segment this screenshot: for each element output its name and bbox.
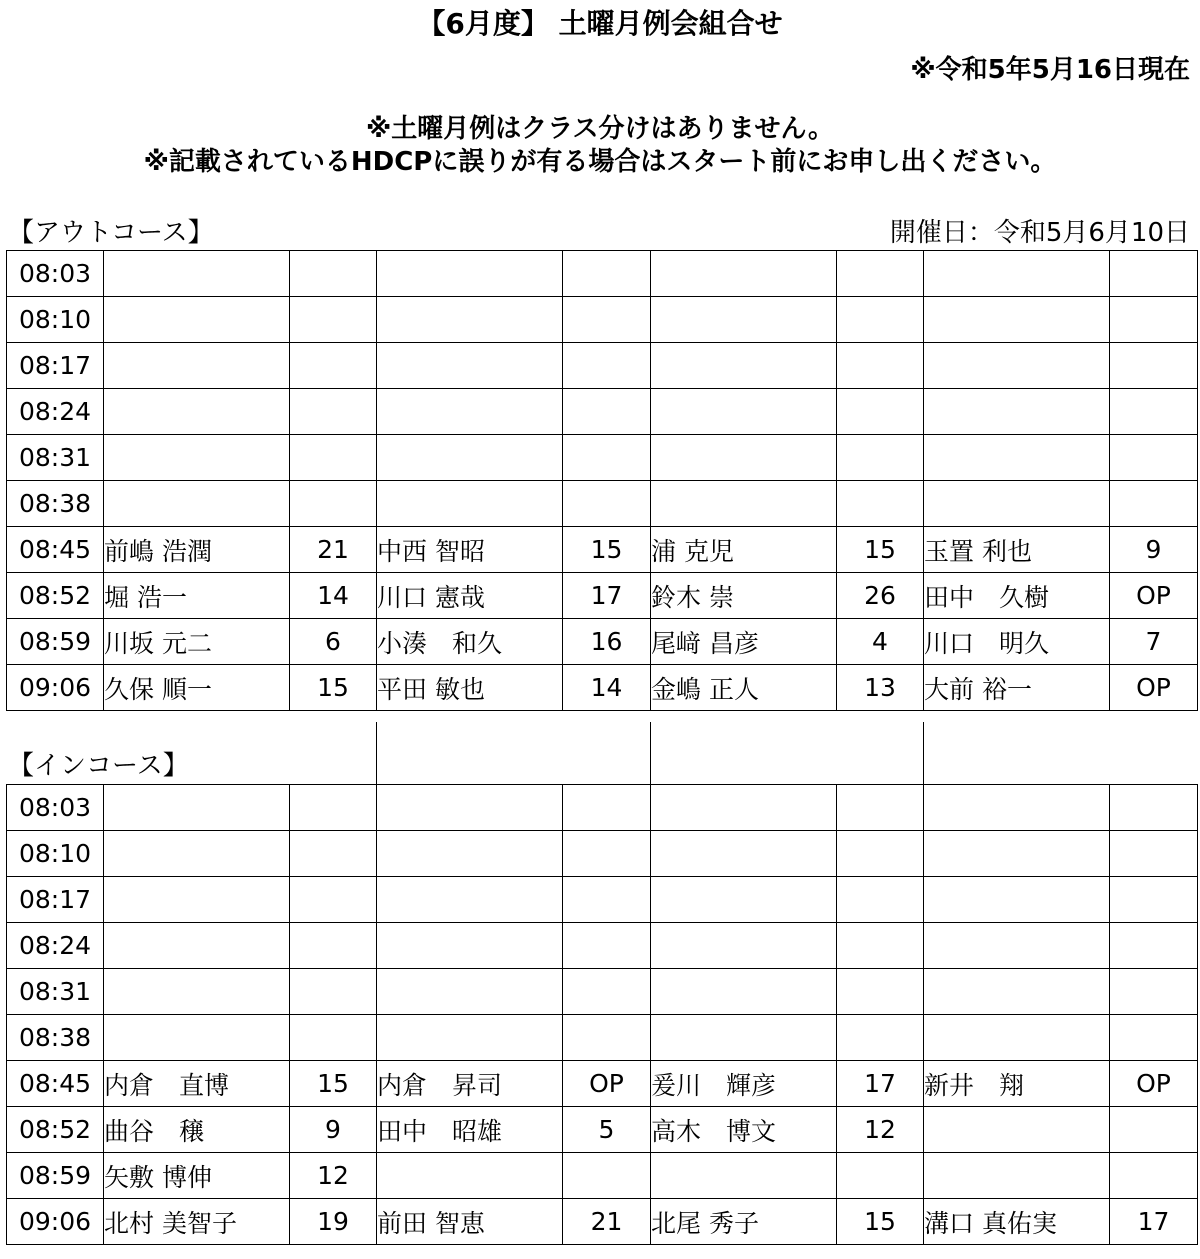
player-hdcp <box>1110 481 1198 527</box>
table-row <box>7 619 1198 665</box>
table-row <box>7 435 1198 481</box>
player-hdcp <box>290 831 377 877</box>
table-row <box>7 1153 1198 1199</box>
player-name <box>651 297 837 343</box>
player-name <box>651 481 837 527</box>
player-name <box>377 297 563 343</box>
player-name: 浦 克児 <box>651 527 837 573</box>
player-name: 中西 智昭 <box>377 527 563 573</box>
player-name <box>924 481 1110 527</box>
in-course-label: 【インコース】 <box>8 751 189 781</box>
player-name: 川坂 元二 <box>104 619 290 665</box>
player-name <box>924 435 1110 481</box>
player-hdcp <box>563 389 651 435</box>
player-hdcp <box>563 251 651 297</box>
player-hdcp <box>290 297 377 343</box>
tee-time: 08:52 <box>7 573 104 619</box>
player-hdcp <box>837 877 924 923</box>
table-row <box>7 665 1198 711</box>
player-name: 曲谷 穣 <box>104 1107 290 1153</box>
player-hdcp: 17 <box>563 573 651 619</box>
player-hdcp: 7 <box>1110 619 1198 665</box>
player-hdcp: 15 <box>563 527 651 573</box>
player-hdcp: 15 <box>290 665 377 711</box>
player-hdcp <box>563 877 651 923</box>
player-hdcp <box>837 389 924 435</box>
player-name <box>377 435 563 481</box>
player-hdcp <box>837 969 924 1015</box>
player-name <box>104 877 290 923</box>
player-hdcp <box>563 343 651 389</box>
table-row <box>7 389 1198 435</box>
player-hdcp: 15 <box>837 1199 924 1245</box>
player-name <box>924 923 1110 969</box>
player-hdcp: OP <box>1110 573 1198 619</box>
player-name <box>104 923 290 969</box>
event-date: 開催日：令和5月6月10日 <box>889 218 1190 248</box>
player-name: 前嶋 浩潤 <box>104 527 290 573</box>
tee-time: 08:52 <box>7 1107 104 1153</box>
player-name: 矢敷 博伸 <box>104 1153 290 1199</box>
player-name <box>651 877 837 923</box>
page-title: 【6月度】 土曜月例会組合せ <box>417 7 783 40</box>
player-hdcp: 17 <box>1110 1199 1198 1245</box>
player-hdcp <box>1110 831 1198 877</box>
player-name <box>651 343 837 389</box>
player-name: 新井 翔 <box>924 1061 1110 1107</box>
player-hdcp <box>290 1015 377 1061</box>
player-hdcp <box>837 785 924 831</box>
player-name: 爰川 輝彦 <box>651 1061 837 1107</box>
tee-time: 08:45 <box>7 527 104 573</box>
table-row <box>7 785 1198 831</box>
player-name: 溝口 真佑実 <box>924 1199 1110 1245</box>
player-name: 内倉 昇司 <box>377 1061 563 1107</box>
player-name <box>924 251 1110 297</box>
player-name: 尾﨑 昌彦 <box>651 619 837 665</box>
player-hdcp: 9 <box>290 1107 377 1153</box>
player-name: 北尾 秀子 <box>651 1199 837 1245</box>
player-name <box>651 831 837 877</box>
table-row <box>7 1107 1198 1153</box>
player-hdcp <box>290 435 377 481</box>
player-name <box>104 831 290 877</box>
player-hdcp: 4 <box>837 619 924 665</box>
player-name <box>924 1015 1110 1061</box>
player-hdcp: 12 <box>290 1153 377 1199</box>
table-row <box>7 481 1198 527</box>
player-hdcp <box>563 923 651 969</box>
player-name <box>924 389 1110 435</box>
player-hdcp <box>563 831 651 877</box>
player-name: 平田 敏也 <box>377 665 563 711</box>
player-hdcp: 12 <box>837 1107 924 1153</box>
tee-time: 08:31 <box>7 969 104 1015</box>
table-row <box>7 1199 1198 1245</box>
player-name <box>104 389 290 435</box>
tee-time: 08:03 <box>7 785 104 831</box>
player-hdcp: OP <box>563 1061 651 1107</box>
player-name <box>924 877 1110 923</box>
player-hdcp <box>290 969 377 1015</box>
player-name: 川口 憲哉 <box>377 573 563 619</box>
player-name <box>377 251 563 297</box>
player-hdcp: 14 <box>290 573 377 619</box>
player-name: 田中 昭雄 <box>377 1107 563 1153</box>
player-name <box>924 1107 1110 1153</box>
player-name <box>377 831 563 877</box>
table-row <box>7 343 1198 389</box>
player-name: 大前 裕一 <box>924 665 1110 711</box>
player-hdcp <box>563 1153 651 1199</box>
player-hdcp <box>290 389 377 435</box>
table-row <box>7 297 1198 343</box>
player-hdcp <box>290 923 377 969</box>
player-hdcp: OP <box>1110 1061 1198 1107</box>
player-hdcp: 19 <box>290 1199 377 1245</box>
tee-time: 08:24 <box>7 923 104 969</box>
player-hdcp <box>290 481 377 527</box>
player-hdcp: OP <box>1110 665 1198 711</box>
player-name <box>924 969 1110 1015</box>
player-name <box>651 1153 837 1199</box>
player-hdcp <box>563 969 651 1015</box>
notice-no-class: ※土曜月例はクラス分けはありません。 <box>365 114 835 144</box>
player-name: 川口 明久 <box>924 619 1110 665</box>
player-hdcp <box>290 785 377 831</box>
player-name <box>924 1153 1110 1199</box>
player-hdcp <box>1110 1107 1198 1153</box>
tee-time: 09:06 <box>7 665 104 711</box>
player-name <box>651 923 837 969</box>
player-name <box>651 1015 837 1061</box>
player-name <box>104 435 290 481</box>
player-name <box>377 785 563 831</box>
in-course-table <box>6 784 1198 1245</box>
out-course-table <box>6 250 1198 711</box>
notice-hdcp: ※記載されているHDCPに誤りが有る場合はスタート前にお申し出ください。 <box>143 147 1057 177</box>
player-name <box>377 969 563 1015</box>
player-hdcp <box>1110 1015 1198 1061</box>
tee-time: 08:17 <box>7 877 104 923</box>
player-name: 田中 久樹 <box>924 573 1110 619</box>
tee-time: 08:03 <box>7 251 104 297</box>
player-hdcp <box>1110 969 1198 1015</box>
player-hdcp: 14 <box>563 665 651 711</box>
player-hdcp: 21 <box>290 527 377 573</box>
player-name <box>377 343 563 389</box>
player-name <box>104 785 290 831</box>
player-name <box>377 481 563 527</box>
player-hdcp <box>1110 389 1198 435</box>
player-hdcp <box>1110 785 1198 831</box>
player-name: 久保 順一 <box>104 665 290 711</box>
player-name: 玉置 利也 <box>924 527 1110 573</box>
player-hdcp <box>1110 297 1198 343</box>
player-hdcp <box>837 1153 924 1199</box>
player-name <box>651 251 837 297</box>
player-name <box>377 1015 563 1061</box>
player-name <box>104 343 290 389</box>
player-hdcp <box>837 831 924 877</box>
player-hdcp: 9 <box>1110 527 1198 573</box>
tee-time: 09:06 <box>7 1199 104 1245</box>
player-name <box>377 877 563 923</box>
player-name <box>924 785 1110 831</box>
player-hdcp <box>837 923 924 969</box>
player-hdcp <box>563 297 651 343</box>
player-hdcp <box>563 785 651 831</box>
player-name <box>651 389 837 435</box>
player-hdcp <box>1110 251 1198 297</box>
player-hdcp: 26 <box>837 573 924 619</box>
player-hdcp: 6 <box>290 619 377 665</box>
player-name: 前田 智恵 <box>377 1199 563 1245</box>
player-name: 小湊 和久 <box>377 619 563 665</box>
player-name <box>104 251 290 297</box>
table-row <box>7 1061 1198 1107</box>
player-hdcp <box>1110 343 1198 389</box>
table-row <box>7 877 1198 923</box>
player-hdcp <box>563 481 651 527</box>
as-of-date: ※令和5年5月16日現在 <box>910 55 1190 85</box>
player-name <box>651 435 837 481</box>
tee-time: 08:59 <box>7 1153 104 1199</box>
player-hdcp <box>837 1015 924 1061</box>
player-hdcp <box>837 297 924 343</box>
player-name <box>104 297 290 343</box>
player-hdcp <box>1110 435 1198 481</box>
tee-time: 08:45 <box>7 1061 104 1107</box>
player-name <box>924 297 1110 343</box>
player-hdcp: 16 <box>563 619 651 665</box>
player-hdcp <box>837 251 924 297</box>
tee-time: 08:38 <box>7 1015 104 1061</box>
tee-time: 08:59 <box>7 619 104 665</box>
player-hdcp <box>837 481 924 527</box>
player-name <box>651 785 837 831</box>
player-hdcp <box>837 435 924 481</box>
player-hdcp <box>563 435 651 481</box>
player-hdcp <box>1110 877 1198 923</box>
player-name <box>377 1153 563 1199</box>
player-name <box>924 831 1110 877</box>
player-hdcp <box>1110 1153 1198 1199</box>
tee-time: 08:10 <box>7 297 104 343</box>
player-hdcp: 17 <box>837 1061 924 1107</box>
player-name <box>104 481 290 527</box>
player-name <box>651 969 837 1015</box>
player-hdcp: 5 <box>563 1107 651 1153</box>
table-row <box>7 527 1198 573</box>
tee-time: 08:24 <box>7 389 104 435</box>
player-hdcp: 15 <box>290 1061 377 1107</box>
player-name: 北村 美智子 <box>104 1199 290 1245</box>
table-row <box>7 969 1198 1015</box>
tee-time: 08:10 <box>7 831 104 877</box>
tee-time: 08:17 <box>7 343 104 389</box>
player-name: 堀 浩一 <box>104 573 290 619</box>
player-name: 内倉 直博 <box>104 1061 290 1107</box>
table-row <box>7 1015 1198 1061</box>
player-hdcp <box>837 343 924 389</box>
out-course-label: 【アウトコース】 <box>8 218 214 248</box>
player-hdcp <box>290 251 377 297</box>
table-row <box>7 831 1198 877</box>
player-hdcp: 15 <box>837 527 924 573</box>
player-hdcp <box>563 1015 651 1061</box>
player-name <box>924 343 1110 389</box>
player-hdcp: 13 <box>837 665 924 711</box>
player-hdcp: 21 <box>563 1199 651 1245</box>
tee-time: 08:38 <box>7 481 104 527</box>
player-name: 金嶋 正人 <box>651 665 837 711</box>
player-name: 高木 博文 <box>651 1107 837 1153</box>
player-name <box>377 923 563 969</box>
table-row <box>7 573 1198 619</box>
table-row <box>7 251 1198 297</box>
player-name <box>104 1015 290 1061</box>
table-row <box>7 923 1198 969</box>
player-name: 鈴木 崇 <box>651 573 837 619</box>
player-hdcp <box>290 343 377 389</box>
tee-time: 08:31 <box>7 435 104 481</box>
player-hdcp <box>290 877 377 923</box>
player-hdcp <box>1110 923 1198 969</box>
player-name <box>104 969 290 1015</box>
player-name <box>377 389 563 435</box>
